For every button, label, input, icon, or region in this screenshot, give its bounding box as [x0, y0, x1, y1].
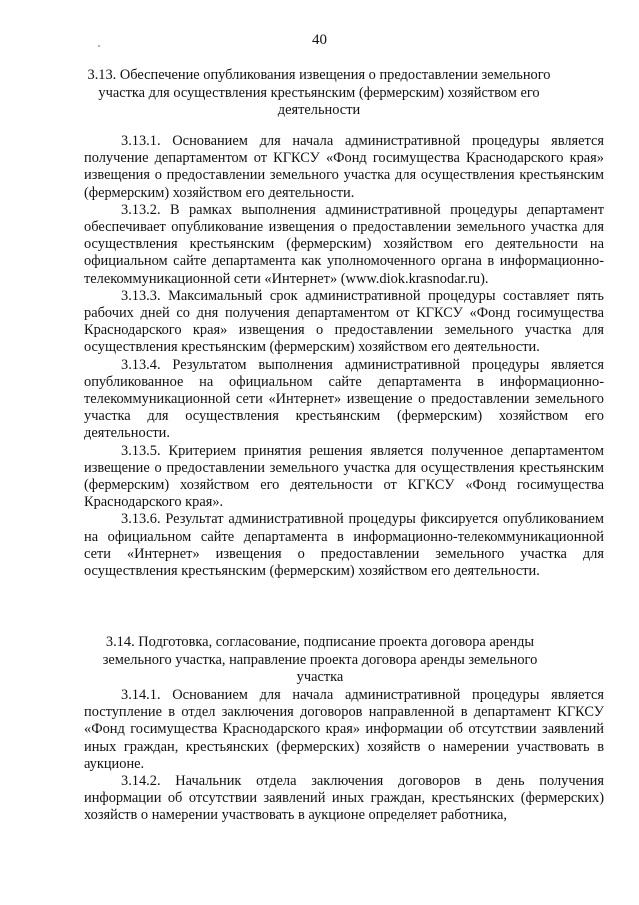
paragraph-3-13-2: 3.13.2. В рамках выполнения административной процедуры департамент обеспечивает опубликование извещения о предоставлении земельного участка для осуществления крестьянским (фермерским) хозяйством его деятельности на официальном сайте департамента как уполномоченного органа в информационно-телекоммуникационной сети «Интернет» (www.diok.krasnodar.ru). — [84, 201, 604, 287]
section-heading-3-14: 3.14. Подготовка, согласование, подписание проекта договора аренды земельного участка, направление проекта договора аренды земельного участка — [102, 634, 538, 685]
paragraph-3-13-4: 3.13.4. Результатом выполнения административной процедуры является опубликованное на официальном сайте департамента в информационно-телекоммуникационной сети «Интернет» извещение о предоставлении земельного участка для осуществления крестьянским (фермерским) хозяйством его деятельности. — [84, 356, 604, 442]
paragraph-3-13-5: 3.13.5. Критерием принятия решения является полученное департаментом извещение о предоставлении земельного участка для осуществления крестьянским (фермерским) хозяйством его деятельности от КГКСУ «Фонд госимущества Краснодарского края». — [84, 442, 604, 511]
paragraph-3-13-1: 3.13.1. Основанием для начала административной процедуры является получение департаментом от КГКСУ «Фонд госимущества Краснодарского края» извещения о предоставлении земельного участка для осуществления крестьянским (фермерским) хозяйством его деятельности. — [84, 133, 604, 201]
section-3-13-body — [84, 133, 604, 580]
section-3-14-body — [84, 687, 604, 825]
paragraph-3-14-1: 3.14.1. Основанием для начала административной процедуры является поступление в отдел заключения договоров направленной в департамент КГКСУ «Фонд госимущества Краснодарского края» информации об отсутствии заявлений иных граждан, крестьянских (фермерских) хозяйств о намерении участвовать в аукционе. — [84, 687, 604, 772]
paragraph-3-14-2: 3.14.2. Начальник отдела заключения договоров в день получения информации об отсутствии заявлений иных граждан, крестьянских (фермерских) хозяйств о намерении участвовать в аукционе определяет работника, — [84, 773, 604, 824]
page-number: 40 — [312, 32, 327, 48]
paragraph-3-13-3: 3.13.3. Максимальный срок административной процедуры составляет пять рабочих дней со дня получения департаментом от КГКСУ «Фонд госимущества Краснодарского края» извещения о предоставлении земельного участка для осуществления крестьянским (фермерским) хозяйством его деятельности. — [84, 287, 604, 356]
section-heading-3-13: 3.13. Обеспечение опубликования извещения о предоставлении земельного участка для осуществления крестьянским (фермерским) хозяйством его деятельности — [87, 67, 551, 118]
paragraph-3-13-6: 3.13.6. Результат административной процедуры фиксируется опубликованием на официальном сайте департамента в информационно-телекоммуникационной сети «Интернет» извещения о предоставлении земельного участка для осуществления крестьянским (фермерским) хозяйством его деятельности. — [84, 511, 604, 580]
